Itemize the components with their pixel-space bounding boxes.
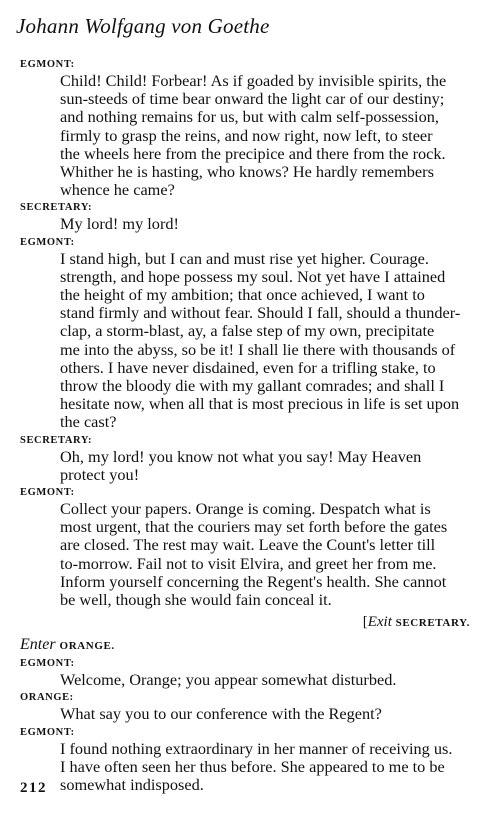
play-text bbox=[0, 58, 500, 796]
dialogue-block bbox=[0, 486, 500, 609]
speaker-label: EGMONT: bbox=[20, 658, 75, 670]
speech-text: Oh, my lord! you know not what you say! May Heaven protect you! bbox=[60, 446, 422, 484]
speaker-label: ORANGE: bbox=[20, 692, 74, 704]
speech-text: What say you to our conference with the Regent? bbox=[60, 704, 382, 724]
enter-stage-direction bbox=[20, 636, 500, 655]
dialogue-block bbox=[0, 691, 500, 723]
speech-text: I stand high, but I can and must rise yet higher. Courage. strength, and hope possess my soul. Not yet have I attained the height of my ambition; that once achieved, I want to stand firmly and without fear. Should I fall, should a thunder- clap, a storm-blast, ay, a false step of my own, precipitate me into the abyss, so be it! I shall lie there with thousands of others. I have never disdained, even for a trifling stake, to throw the bloody die with my gallant comrades; and shall I hesitate now, when all that is most precious in life is set upon the cast? bbox=[60, 248, 461, 432]
speech-text: Welcome, Orange; you appear somewhat disturbed. bbox=[60, 670, 397, 690]
speaker-label: EGMONT: bbox=[20, 59, 75, 70]
bracket: [ bbox=[362, 614, 368, 631]
speaker-label: SECRETARY: bbox=[20, 202, 93, 214]
dialogue-block bbox=[0, 236, 500, 432]
speech-text: Child! Child! Forbear! As if goaded by invisible spirits, the sun-steeds of time bear onward the light car of our destiny; and nothing remains for us, but with calm self-possession, firmly to grasp the reins, and now right, now left, to steer the wheels here from the precipice and there from the rock. Whither he is hasting, who knows? He hardly remembers whence he came? bbox=[60, 71, 447, 200]
speech-text: My lord! my lord! bbox=[60, 214, 179, 234]
speaker-label: EGMONT: bbox=[20, 726, 75, 738]
dialogue-block bbox=[0, 201, 500, 233]
dialogue-block bbox=[0, 434, 500, 484]
speaker-label: EGMONT: bbox=[20, 487, 75, 499]
running-header: Johann Wolfgang von Goethe bbox=[16, 14, 270, 38]
dialogue-block bbox=[0, 726, 500, 795]
exit-character: SECRETARY. bbox=[395, 617, 470, 630]
exit-word: Exit bbox=[367, 614, 392, 631]
enter-character: ORANGE. bbox=[59, 640, 115, 653]
dialogue-block bbox=[0, 657, 500, 689]
enter-word: Enter bbox=[20, 636, 56, 654]
speech-text: Collect your papers. Orange is coming. Despatch what is most urgent, that the couriers may set forth before the gates are closed. The rest may wait. Leave the Count's letter till to-morrow. Fail not to visit Elvira, and greet her from me. Inform yourself concerning the Regent's health. She cannot be well, though she would fain conceal it. bbox=[60, 499, 448, 610]
exit-stage-direction bbox=[60, 611, 470, 634]
page-number: 212 bbox=[20, 780, 47, 796]
speech-text: I found nothing extraordinary in her manner of receiving us. I have often seen her thus before. She appeared to me to be somewhat indisposed. bbox=[60, 738, 453, 795]
speaker-label: EGMONT: bbox=[20, 236, 75, 248]
dialogue-block bbox=[0, 58, 500, 199]
speaker-label: SECRETARY: bbox=[20, 434, 93, 446]
